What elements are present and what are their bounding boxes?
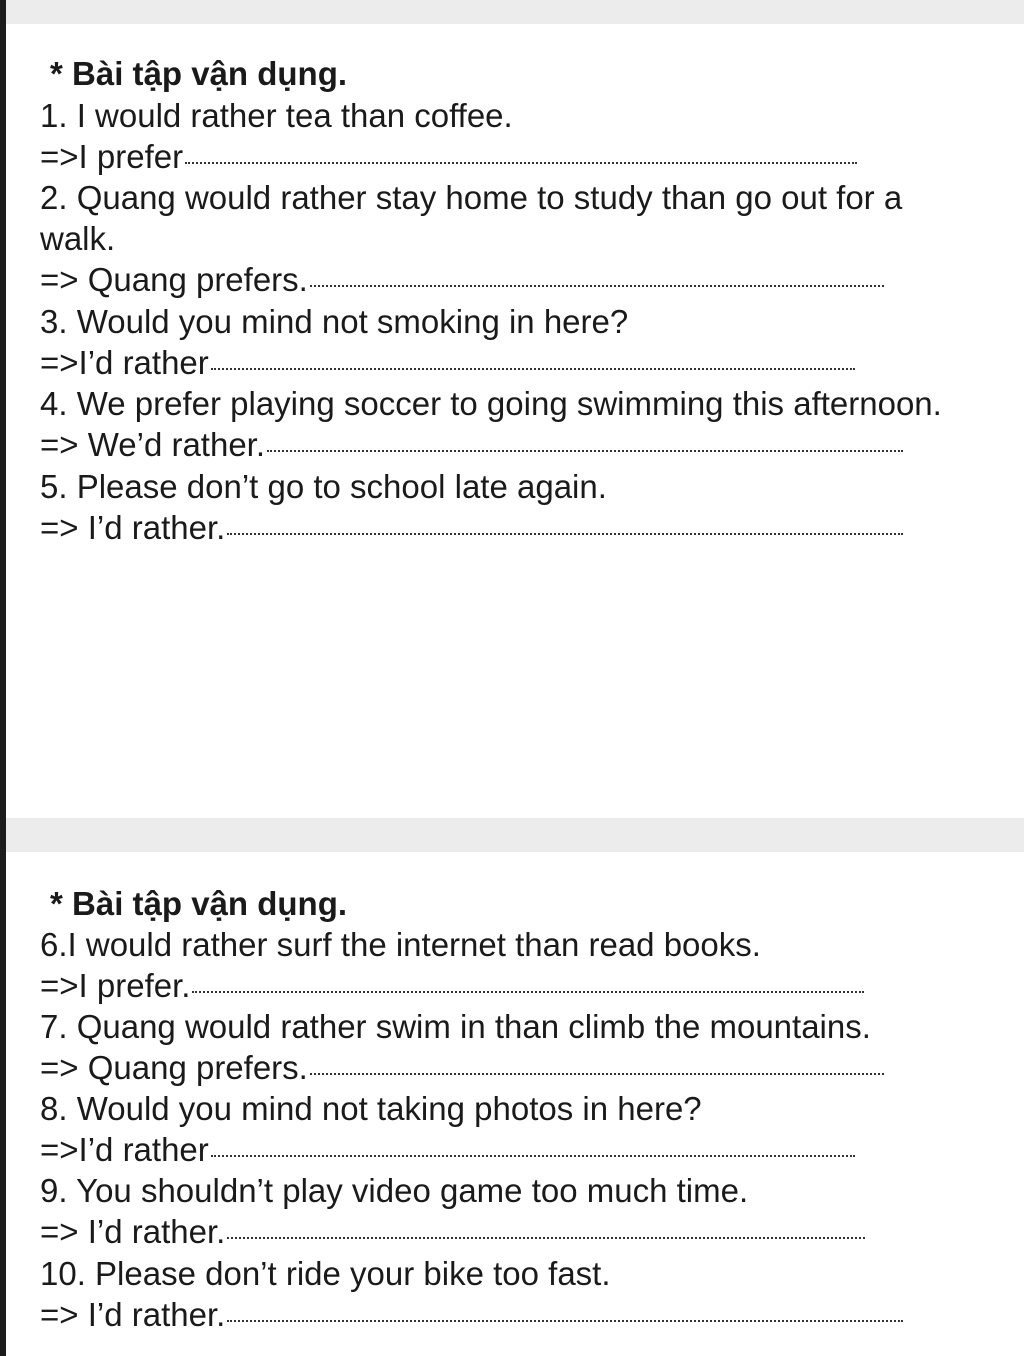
question-7: 7. Quang would rather swim in than climb the mountains. bbox=[40, 1008, 871, 1045]
answer-prefix: => I’d rather. bbox=[40, 1296, 226, 1333]
answer-line-6 bbox=[40, 966, 1024, 1006]
top-strip bbox=[6, 818, 1024, 852]
question-9: 9. You shouldn’t play video game too much time. bbox=[40, 1172, 749, 1209]
answer-line-9 bbox=[40, 1212, 1024, 1252]
question-10: 10. Please don’t ride your bike too fast. bbox=[40, 1255, 611, 1292]
question-3: 3. Would you mind not smoking in here? bbox=[40, 303, 629, 340]
answer-blank bbox=[310, 285, 884, 287]
question-5: 5. Please don’t go to school late again. bbox=[40, 468, 607, 505]
answer-line-4 bbox=[40, 425, 1024, 465]
question-2-line-1: 2. Quang would rather stay home to study than go out for a bbox=[40, 179, 903, 216]
question-8: 8. Would you mind not taking photos in here? bbox=[40, 1090, 702, 1127]
heading: * Bài tập vận dụng. bbox=[50, 55, 348, 92]
answer-prefix: =>I prefer. bbox=[40, 967, 191, 1004]
answer-blank bbox=[227, 533, 903, 535]
question-2-line-2: walk. bbox=[40, 220, 116, 257]
answer-prefix: =>I prefer bbox=[40, 138, 184, 175]
answer-prefix: => We’d rather. bbox=[40, 426, 266, 463]
answer-blank bbox=[185, 162, 857, 164]
answer-prefix: =>I’d rather bbox=[40, 1131, 209, 1168]
answer-blank bbox=[227, 1320, 903, 1322]
answer-blank bbox=[227, 1237, 865, 1239]
answer-blank bbox=[211, 1155, 855, 1157]
answer-line-1 bbox=[40, 137, 1024, 177]
answer-line-5 bbox=[40, 508, 1024, 548]
answer-prefix: => Quang prefers. bbox=[40, 1049, 308, 1086]
answer-line-7 bbox=[40, 1048, 1024, 1088]
answer-line-3 bbox=[40, 343, 1024, 383]
heading: * Bài tập vận dụng. bbox=[50, 885, 348, 922]
question-6: 6.I would rather surf the internet than read books. bbox=[40, 926, 761, 963]
worksheet-panel-2 bbox=[6, 818, 1024, 1356]
question-1: 1. I would rather tea than coffee. bbox=[40, 97, 513, 134]
answer-line-10 bbox=[40, 1295, 1024, 1335]
answer-blank bbox=[267, 450, 903, 452]
answer-prefix: => Quang prefers. bbox=[40, 261, 308, 298]
answer-blank bbox=[211, 368, 855, 370]
answer-prefix: => I’d rather. bbox=[40, 1213, 226, 1250]
question-4: 4. We prefer playing soccer to going swimming this afternoon. bbox=[40, 385, 942, 422]
worksheet-panel-1 bbox=[6, 0, 1024, 818]
answer-line-2 bbox=[40, 260, 1024, 300]
answer-prefix: => I’d rather. bbox=[40, 509, 226, 546]
top-strip bbox=[6, 0, 1024, 24]
answer-blank bbox=[192, 991, 864, 993]
answer-blank bbox=[310, 1073, 884, 1075]
answer-line-8 bbox=[40, 1130, 1024, 1170]
answer-prefix: =>I’d rather bbox=[40, 344, 209, 381]
